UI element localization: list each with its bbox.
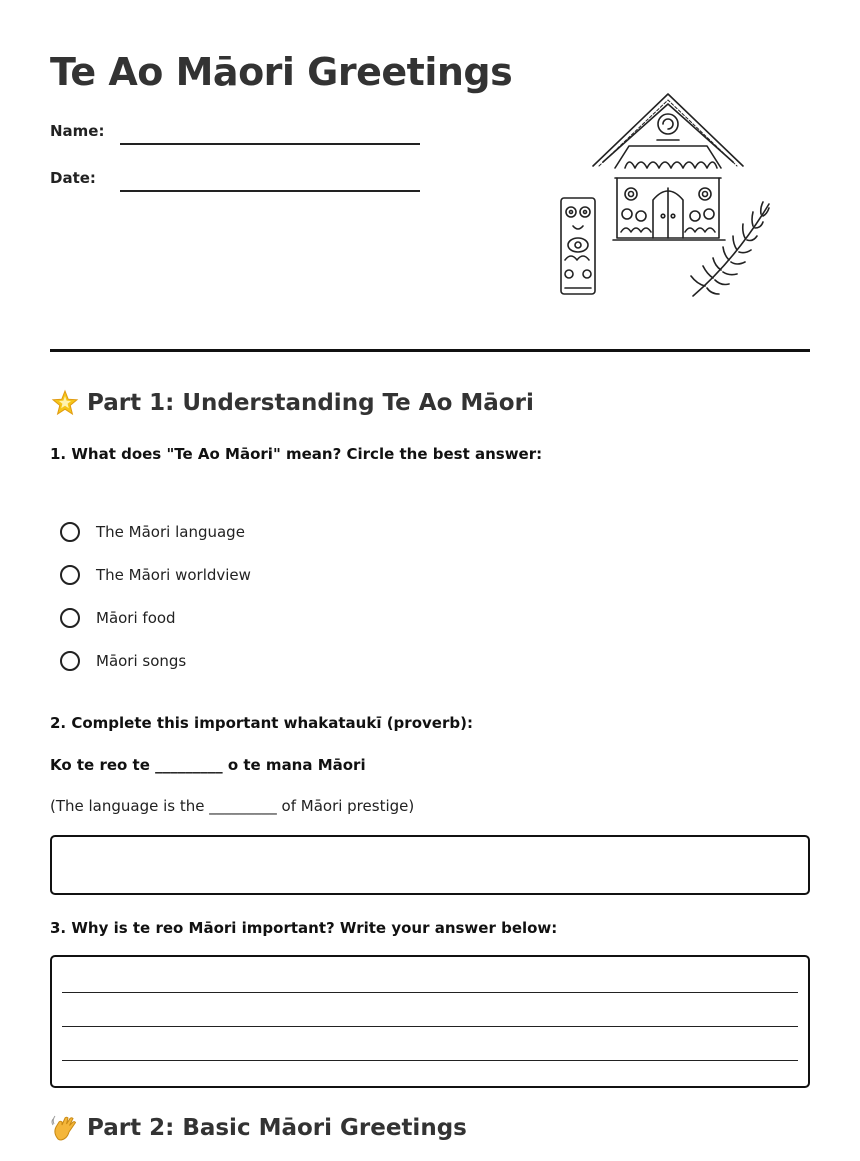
pou-carving-icon bbox=[561, 198, 595, 294]
date-field[interactable] bbox=[120, 190, 420, 192]
q1-option-3[interactable] bbox=[60, 596, 251, 639]
q1-options bbox=[60, 510, 251, 682]
part1-heading bbox=[50, 388, 534, 418]
part2-title: Part 2: Basic Māori Greetings bbox=[87, 1115, 467, 1141]
q1-option-2[interactable] bbox=[60, 553, 251, 596]
wharenui-icon bbox=[593, 94, 743, 240]
writing-line bbox=[62, 1060, 798, 1061]
part2-heading bbox=[50, 1113, 467, 1143]
waving-hand-icon bbox=[50, 1113, 80, 1143]
writing-line bbox=[62, 992, 798, 993]
question-1: 1. What does "Te Ao Māori" mean? Circle the best answer: bbox=[50, 445, 543, 463]
radio-circle[interactable] bbox=[60, 522, 80, 542]
option-label: Māori songs bbox=[96, 651, 187, 670]
option-label: The Māori worldview bbox=[96, 565, 251, 584]
option-label: Māori food bbox=[96, 608, 176, 627]
radio-circle[interactable] bbox=[60, 651, 80, 671]
glowing-star-icon bbox=[50, 388, 80, 418]
radio-circle[interactable] bbox=[60, 565, 80, 585]
q3-answer-box[interactable] bbox=[50, 955, 810, 1088]
writing-line bbox=[62, 1026, 798, 1027]
silver-fern-icon bbox=[691, 202, 769, 296]
q1-option-1[interactable] bbox=[60, 510, 251, 553]
date-label: Date: bbox=[50, 169, 96, 187]
proverb-translation: (The language is the _________ of Māori prestige) bbox=[50, 797, 415, 815]
name-label: Name: bbox=[50, 122, 105, 140]
q2-answer-box[interactable] bbox=[50, 835, 810, 895]
worksheet-page bbox=[50, 0, 810, 1161]
part1-title: Part 1: Understanding Te Ao Māori bbox=[87, 390, 534, 416]
option-label: The Māori language bbox=[96, 522, 245, 541]
radio-circle[interactable] bbox=[60, 608, 80, 628]
name-field[interactable] bbox=[120, 143, 420, 145]
question-3: 3. Why is te reo Māori important? Write your answer below: bbox=[50, 919, 558, 937]
marae-illustration bbox=[555, 90, 780, 302]
proverb-text: Ko te reo te _________ o te mana Māori bbox=[50, 756, 366, 774]
worksheet-title: Te Ao Māori Greetings bbox=[50, 50, 513, 94]
question-2: 2. Complete this important whakataukī (proverb): bbox=[50, 714, 473, 732]
section-divider bbox=[50, 349, 810, 352]
q1-option-4[interactable] bbox=[60, 639, 251, 682]
